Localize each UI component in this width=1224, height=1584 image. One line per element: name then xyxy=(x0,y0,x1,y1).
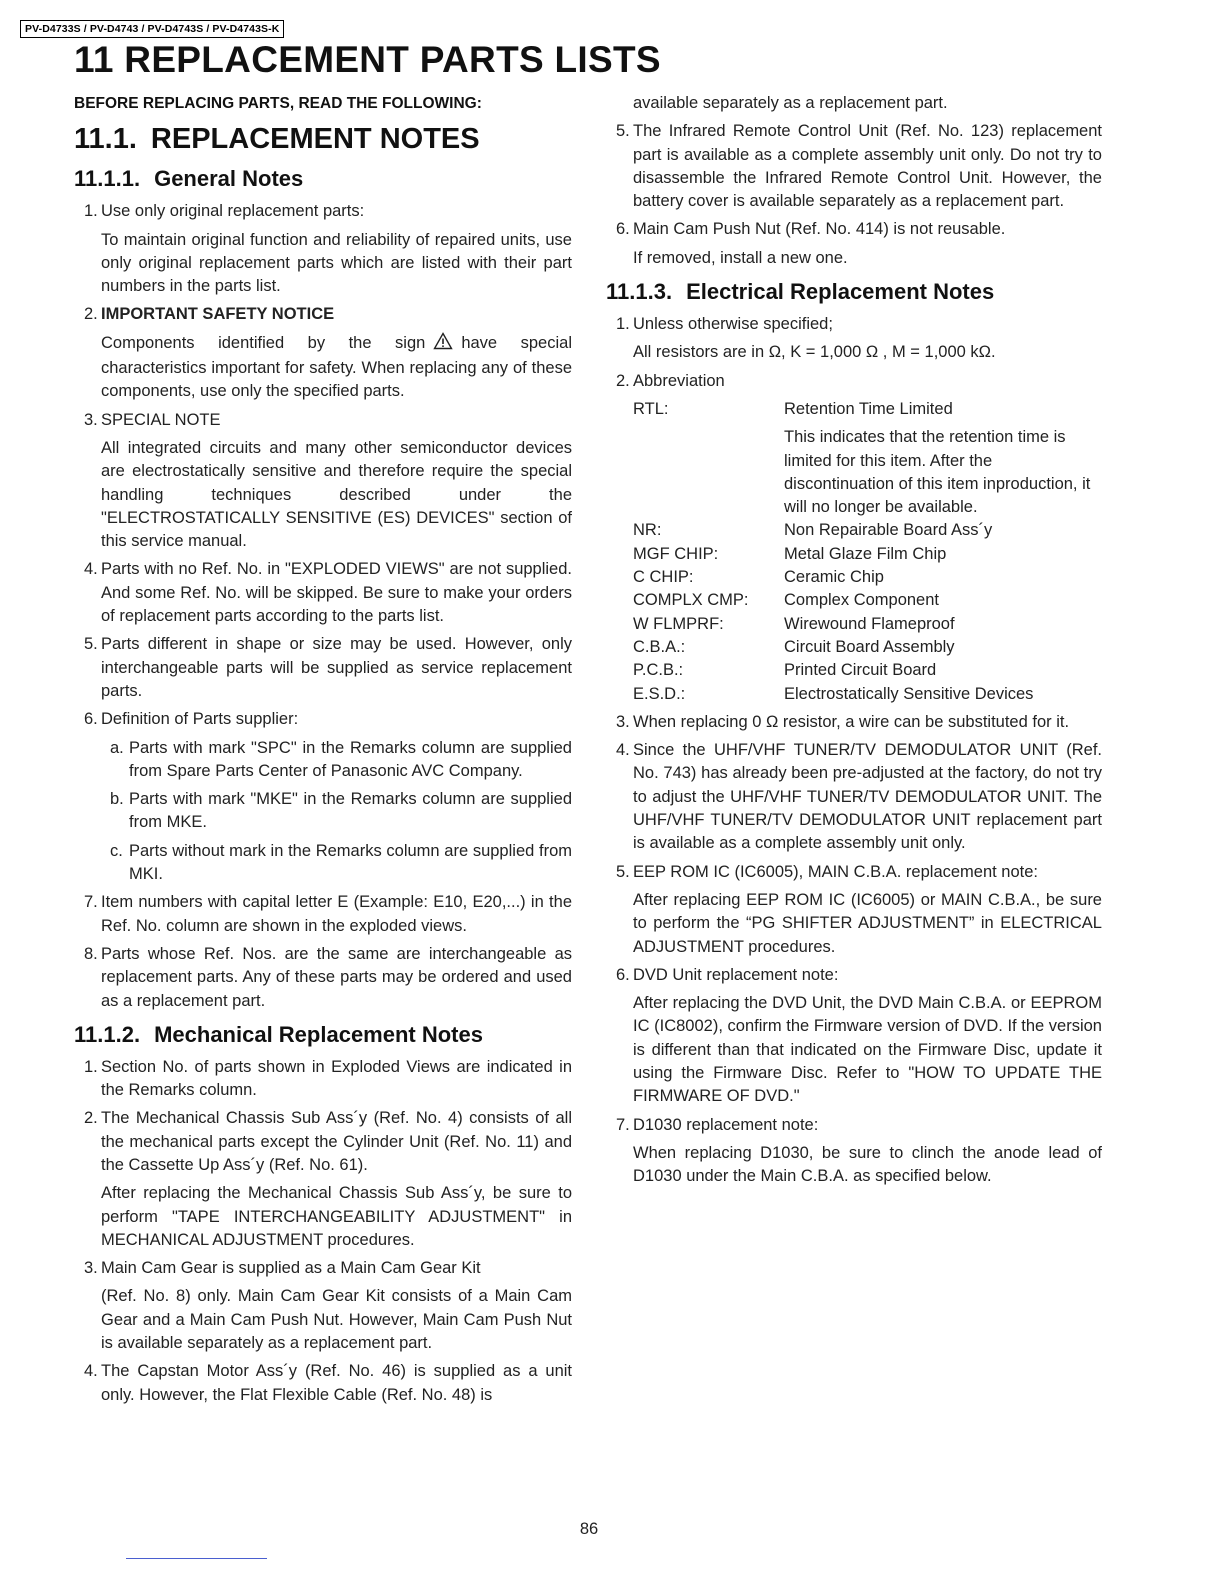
abbr-rtl-description: This indicates that the retention time is limited for this item. After the discontinuation of this item inproduction, it will no longer be available. xyxy=(784,428,1091,517)
electrical-note-7-text: When replacing D1030, be sure to clinch the anode lead of D1030 under the Main C.B.A. as specified below. xyxy=(633,1143,1102,1186)
general-note-1-text: To maintain original function and reliability of repaired units, use only original replacement parts which are listed with their part numbers in the parts list. xyxy=(101,230,572,296)
section-heading-replacement-notes: 11.1. REPLACEMENT NOTES xyxy=(74,123,480,156)
warning-triangle-icon xyxy=(433,332,453,357)
page-number: 86 xyxy=(579,1520,599,1538)
electrical-note-1-text: All resistors are in Ω, K = 1,000 Ω , M = 1,000 kΩ. xyxy=(633,343,996,362)
mechanical-note-4: 4. The Capstan Motor Ass´y (Ref. No. 46) is supplied as a unit only. However, the Flat Flexible Cable (Ref. No. 48) is xyxy=(84,1362,572,1404)
abbr-row: NR: Non Repairable Board Ass´y xyxy=(633,521,993,540)
general-note-3-text: All integrated circuits and many other semiconductor devices are electrostatically sensitive and therefore require the special handling techniques described under the "ELECTROSTATICALLY SENSITIVE (ES) DEVICES" section of this service manual. xyxy=(101,438,572,551)
mechanical-note-6-text: If removed, install a new one. xyxy=(633,248,848,267)
general-note-7: 7. Item numbers with capital letter E (Example: E10, E20,...) in the Ref. No. column are shown in the exploded views. xyxy=(84,893,572,935)
abbr-row: COMPLX CMP: Complex Component xyxy=(633,591,939,610)
abbr-row: RTL: Retention Time Limited This indicates that the retention time is limited for this item. After the discontinuation of this item inproduction, it will no longer be available. xyxy=(633,398,1102,519)
general-note-2-text: Components identified by the sign have special characteristics important for safety. When replacing any of these components, use only the specified parts. xyxy=(101,333,572,401)
electrical-note-7: 7. D1030 replacement note: xyxy=(616,1115,819,1134)
subsection-heading-electrical: 11.1.3. Electrical Replacement Notes xyxy=(606,279,995,305)
electrical-note-5: 5. EEP ROM IC (IC6005), MAIN C.B.A. replacement note: xyxy=(616,862,1039,881)
before-replacing-heading: BEFORE REPLACING PARTS, READ THE FOLLOWING: xyxy=(74,95,482,112)
abbr-row: P.C.B.: Printed Circuit Board xyxy=(633,661,937,680)
general-note-4: 4. Parts with no Ref. No. in "EXPLODED VIEWS" are not supplied. And some Ref. No. will be skipped. Be sure to make your orders of replacement parts according to the parts list. xyxy=(84,560,572,626)
mechanical-note-5: 5. The Infrared Remote Control Unit (Ref. No. 123) replacement part is available as a complete assembly unit only. Do not try to disassemble the Infrared Remote Control Unit. However, the battery cover is available separately as a replacement part. xyxy=(616,122,1102,211)
left-column xyxy=(74,92,572,1412)
general-note-6: 6. Definition of Parts supplier: xyxy=(84,710,299,729)
footer-link-underline xyxy=(126,1558,267,1559)
mechanical-note-6: 6. Main Cam Push Nut (Ref. No. 414) is not reusable. xyxy=(616,220,1006,239)
electrical-note-6-text: After replacing the DVD Unit, the DVD Main C.B.A. or EEPROM IC (IC8002), confirm the Firmware version of DVD. If the version is different than that indicated on the Firmware Disc, update it using the Firmware Disc. Refer to "HOW TO UPDATE THE FIRMWARE OF DVD." xyxy=(633,994,1102,1106)
general-note-3: 3. SPECIAL NOTE xyxy=(84,410,221,429)
abbr-row: W FLMPRF: Wirewound Flameproof xyxy=(633,614,955,633)
electrical-note-4: 4. Since the UHF/VHF TUNER/TV DEMODULATOR UNIT (Ref. No. 743) has already been pre-adjusted at the factory, do not try to adjust the UHF/VHF TUNER/TV DEMODULATOR UNIT. The UHF/VHF TUNER/TV DEMODULATOR UNIT replacement part is available as a complete assembly unit only. xyxy=(616,741,1102,853)
right-column xyxy=(606,92,1102,1193)
electrical-note-2: 2. Abbreviation xyxy=(616,371,725,390)
abbr-row: E.S.D.: Electrostatically Sensitive Devices xyxy=(633,684,1034,703)
subsection-heading-general-notes: 11.1.1. General Notes xyxy=(74,166,304,192)
general-note-6b: b. Parts with mark "MKE" in the Remarks column are supplied from MKE. xyxy=(110,790,572,832)
general-note-1: 1. Use only original replacement parts: xyxy=(84,202,365,221)
abbr-row: MGF CHIP: Metal Glaze Film Chip xyxy=(633,544,947,563)
subsection-heading-mechanical: 11.1.2. Mechanical Replacement Notes xyxy=(74,1021,483,1047)
mechanical-note-2: 2. The Mechanical Chassis Sub Ass´y (Ref. No. 4) consists of all the mechanical parts except the Cylinder Unit (Ref. No. 11) and the Cassette Up Ass´y (Ref. No. 61). xyxy=(84,1109,572,1174)
abbr-row: C.B.A.: Circuit Board Assembly xyxy=(633,637,955,656)
general-note-8: 8. Parts whose Ref. Nos. are the same are interchangeable as replacement parts. Any of these parts may be ordered and used as a replacement part. xyxy=(84,944,572,1010)
page-title: 11 REPLACEMENT PARTS LISTS xyxy=(74,39,661,80)
electrical-note-1: 1. Unless otherwise specified; xyxy=(616,315,833,334)
general-note-5: 5. Parts different in shape or size may be used. However, only interchangeable parts will be supplied as service replacement parts. xyxy=(84,635,572,700)
mechanical-note-3: 3. Main Cam Gear is supplied as a Main Cam Gear Kit xyxy=(84,1259,481,1278)
mechanical-note-2-text: After replacing the Mechanical Chassis Sub Ass´y, be sure to perform "TAPE INTERCHANGEABILITY ADJUSTMENT" in MECHANICAL ADJUSTMENT procedures. xyxy=(101,1184,572,1249)
mechanical-note-4-continued: available separately as a replacement part. xyxy=(633,94,948,112)
general-note-6c: c. Parts without mark in the Remarks column are supplied from MKI. xyxy=(110,841,572,884)
general-note-2: 2. IMPORTANT SAFETY NOTICE xyxy=(84,305,335,324)
electrical-note-3: 3. When replacing 0 Ω resistor, a wire can be substituted for it. xyxy=(616,712,1070,731)
general-note-6a: a. Parts with mark "SPC" in the Remarks column are supplied from Spare Parts Center of Panasonic AVC Company. xyxy=(110,738,572,780)
mechanical-note-1: 1. Section No. of parts shown in Exploded Views are indicated in the Remarks column. xyxy=(84,1057,572,1100)
electrical-note-6: 6. DVD Unit replacement note: xyxy=(616,965,839,984)
model-number-tag: PV-D4733S / PV-D4743 / PV-D4743S / PV-D4743S-K xyxy=(20,20,284,38)
abbr-row: C CHIP: Ceramic Chip xyxy=(633,568,884,587)
abbreviation-table xyxy=(633,398,1102,706)
electrical-note-5-text: After replacing EEP ROM IC (IC6005) or MAIN C.B.A., be sure to perform the “PG SHIFTER ADJUSTMENT” in ELECTRICAL ADJUSTMENT procedures. xyxy=(633,890,1102,956)
mechanical-note-3-text: (Ref. No. 8) only. Main Cam Gear Kit consists of a Main Cam Gear and a Main Cam Push Nut. However, Main Cam Push Nut is available separately as a replacement part. xyxy=(101,1287,572,1353)
